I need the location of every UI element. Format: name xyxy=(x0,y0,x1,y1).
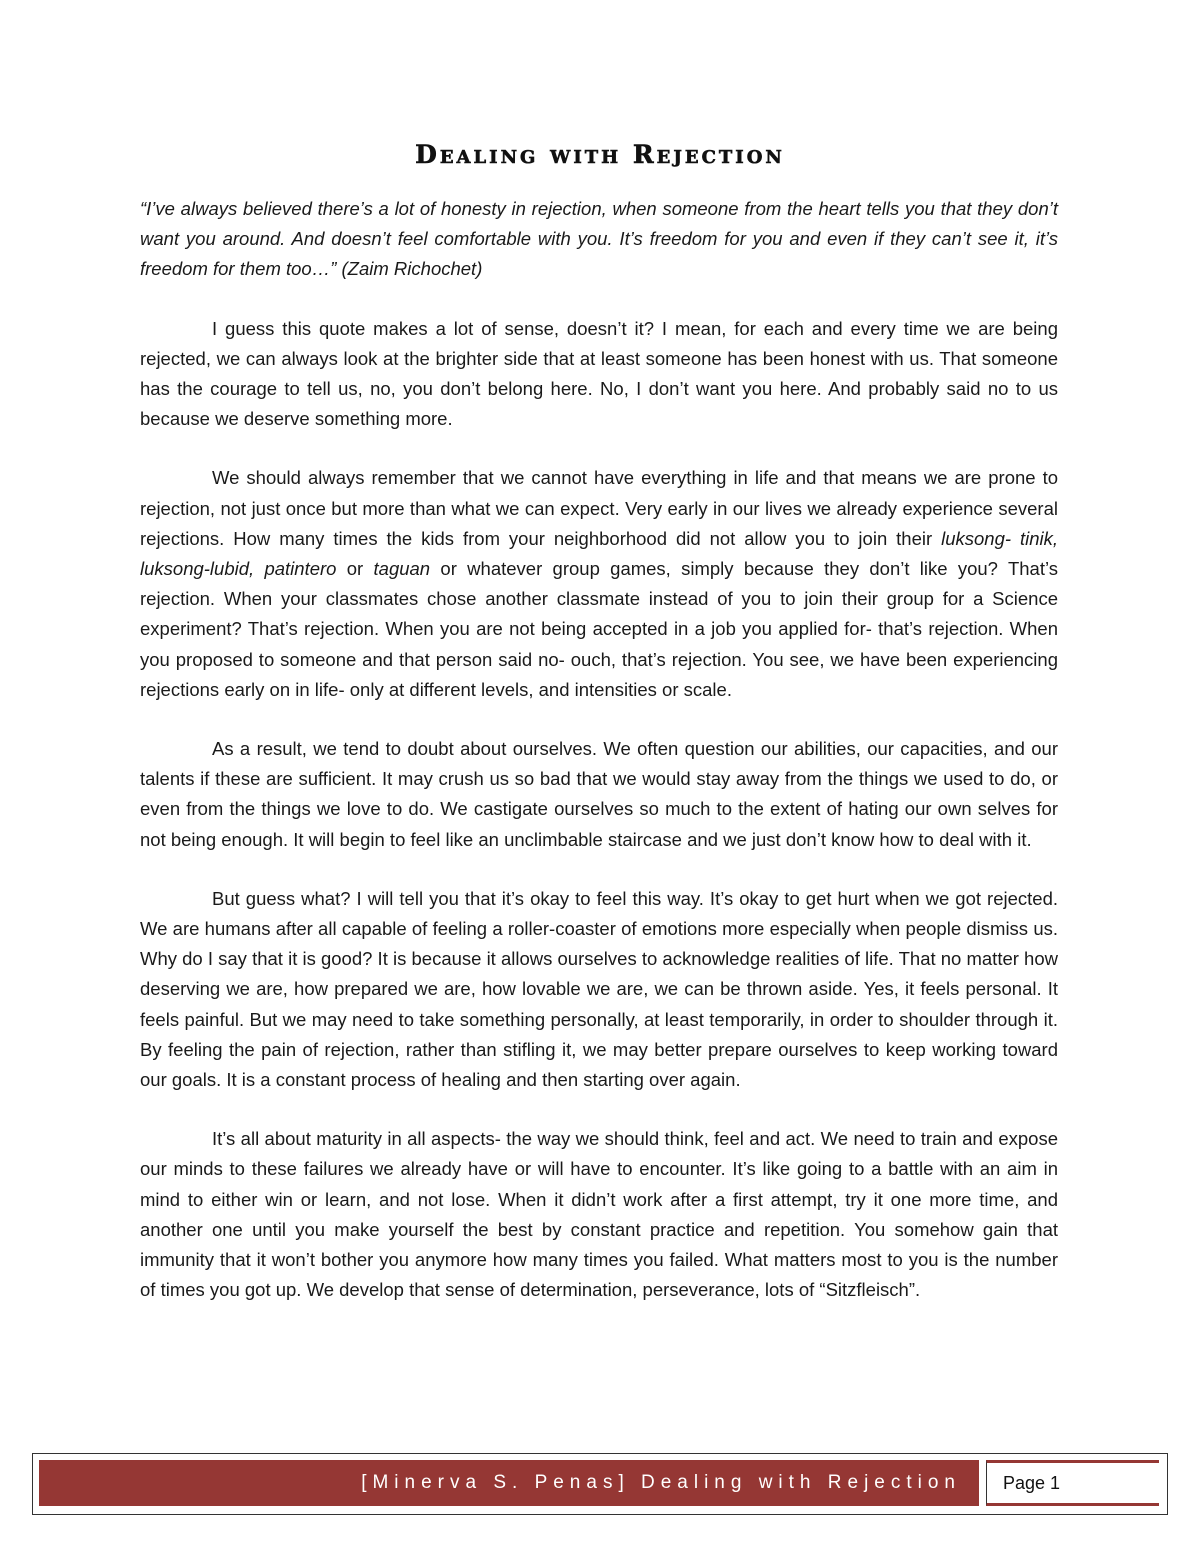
body-paragraph xyxy=(140,463,1058,705)
quote-text: “I’ve always believed there’s a lot of honesty in rejection, when someone from the heart tells you that they don’t want you around. And doesn’t feel comfortable with you. It’s freedom for you and even if they can’t see it, it’s freedom for them too…” (Zaim Richochet) xyxy=(140,198,1058,280)
paragraph-text: or xyxy=(336,558,374,580)
paragraph-text: But guess what? I will tell you that it’s okay to feel this way. It’s okay to get hurt when we got rejected. We are humans after all capable of feeling a roller-coaster of emotions more especially when people dismiss us. Why do I say that it is good? It is because it allows ourselves to acknowledge realities of life. That no matter how deserving we are, how prepared we are, how lovable we are, we can be thrown aside. Yes, it feels personal. It feels painful. But we may need to take something personally, at least temporarily, in order to shoulder through it. By feeling the pain of rejection, rather than stifling it, we may better prepare ourselves to keep working toward our goals. It is a constant process of healing and then starting over again. xyxy=(140,887,1058,1091)
paragraph-text: As a result, we tend to doubt about ourselves. We often question our abilities, our capacities, and our talents if these are sufficient. It may crush us so bad that we would stay away from the things we used to do, or even from the things we love to do. We castigate ourselves so much to the extent of hating our own selves for not being enough. It will begin to feel like an unclimbable staircase and we just don’t know how to deal with it. xyxy=(140,738,1058,850)
body-paragraph xyxy=(140,734,1058,855)
paragraph-text: It’s all about maturity in all aspects- the way we should think, feel and act. We need to train and expose our minds to these failures we already have or will have to encounter. It’s like going to a battle with an aim in mind to either win or learn, and not lose. When it didn’t work after a first attempt, try it one more time, and another one until you make yourself the best by constant practice and repetition. You somehow gain that immunity that it won’t bother you anymore how many times you failed. What matters most to you is the number of times you got up. We develop that sense of determination, perseverance, lots of “Sitzfleisch”. xyxy=(140,1128,1058,1301)
page-footer xyxy=(32,1453,1168,1515)
opening-quote xyxy=(140,194,1058,285)
body-paragraph xyxy=(140,884,1058,1095)
body-paragraph xyxy=(140,314,1058,435)
document-body xyxy=(140,194,1058,1306)
paragraph-text: We should always remember that we cannot have everything in life and that means we are prone to rejection, not just once but more than what we can expect. Very early in our lives we already experience several rejections. How many times the kids from your neighborhood did not allow you to join their xyxy=(140,467,1058,549)
game-name-italic: taguan xyxy=(373,558,431,580)
footer-page-number: Page 1 xyxy=(986,1460,1159,1506)
paragraph-text: I guess this quote makes a lot of sense, doesn’t it? I mean, for each and every time we are being rejected, we can always look at the brighter side that at least someone has been honest with us. That someone has the courage to tell us, no, you don’t belong here. No, I don’t want you here. And probably said no to us because we deserve something more. xyxy=(140,317,1058,430)
paragraph-text: or whatever group games, simply because they don’t like you? That’s rejection. When your classmates chose another classmate instead of you to join their group for a Science experiment? That’s rejection. When you are not being accepted in a job you applied for- that’s rejection. When you proposed to someone and that person said no- ouch, that’s rejection. You see, we have been experiencing rejections early on in life- only at different levels, and intensities or scale. xyxy=(140,558,1058,700)
body-paragraph xyxy=(140,1124,1058,1305)
footer-author-title: [Minerva S. Penas] Dealing with Rejection xyxy=(39,1460,979,1506)
document-title: Dealing with Rejection xyxy=(415,140,785,169)
game-names-italic: luksong- tinik, luksong-lubid, patintero xyxy=(140,527,1058,580)
